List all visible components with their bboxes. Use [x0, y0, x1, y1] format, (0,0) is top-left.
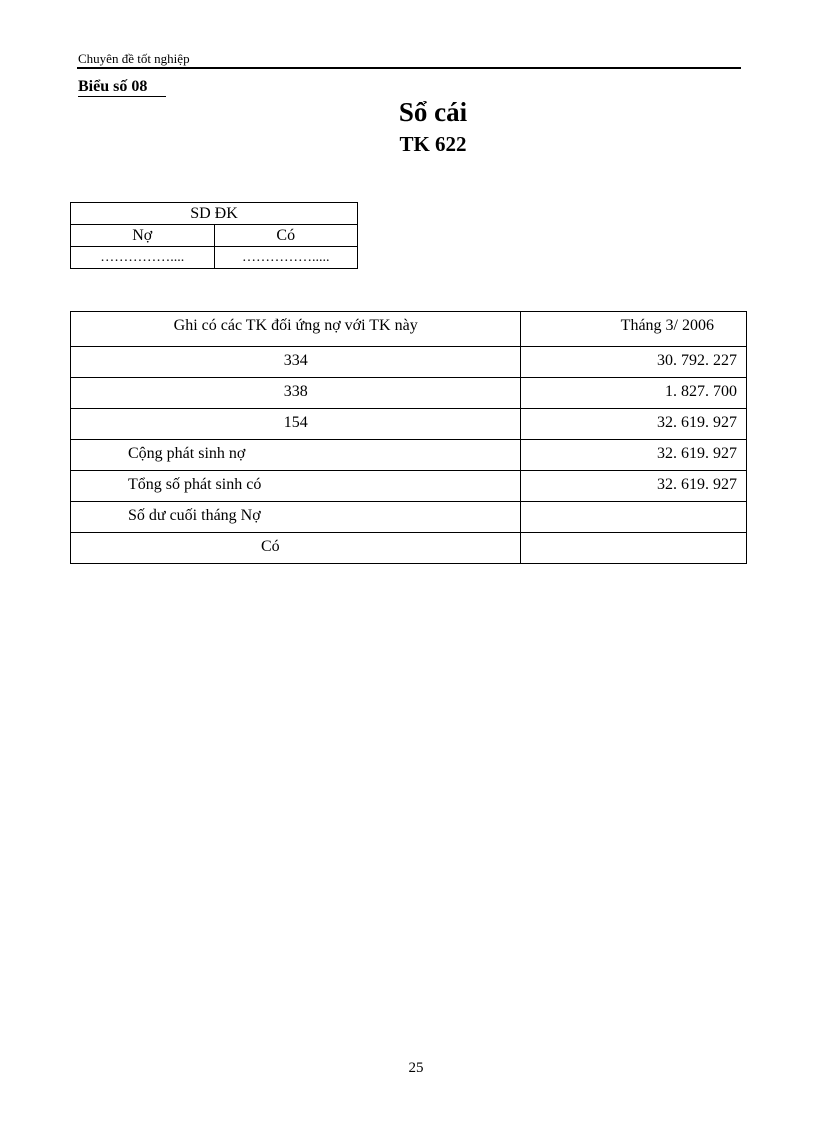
ledger-header-period: Tháng 3/ 2006	[521, 312, 747, 347]
debit-label: Nợ	[71, 225, 215, 247]
table-row	[71, 409, 747, 440]
table-row	[71, 378, 747, 409]
table-row	[71, 502, 747, 533]
page-title: Sổ cái	[398, 97, 468, 127]
page-number: 25	[408, 1060, 424, 1076]
row-account: 334	[71, 347, 521, 378]
row-amount: 32. 619. 927	[521, 409, 747, 440]
row-amount: 30. 792. 227	[521, 347, 747, 378]
row-account: 154	[71, 409, 521, 440]
opening-balance-table	[70, 202, 358, 269]
table-row	[71, 440, 747, 471]
row-amount	[521, 533, 747, 564]
ledger-header-account: Ghi có các TK đối ứng nợ với TK này	[71, 312, 521, 347]
table-row	[71, 533, 747, 564]
header-divider	[77, 67, 741, 69]
row-amount: 1. 827. 700	[521, 378, 747, 409]
row-account: 338	[71, 378, 521, 409]
row-label: Có	[71, 533, 521, 564]
form-label: Biểu số 08	[78, 78, 148, 95]
row-label: Tổng số phát sinh có	[71, 471, 521, 502]
row-label: Số dư cuối tháng Nợ	[71, 502, 521, 533]
row-label: Cộng phát sinh nợ	[71, 440, 521, 471]
document-header: Chuyên đề tốt nghiệp	[78, 51, 190, 66]
table-row	[71, 471, 747, 502]
row-amount	[521, 502, 747, 533]
debit-value: ……………....	[71, 247, 215, 269]
table-row	[71, 347, 747, 378]
ledger-table	[70, 311, 747, 564]
ledger-header-row	[71, 312, 747, 347]
account-subtitle: TK 622	[399, 132, 467, 156]
row-amount: 32. 619. 927	[521, 440, 747, 471]
credit-value: …………….....	[214, 247, 358, 269]
opening-balance-title: SD ĐK	[71, 203, 358, 225]
credit-label: Có	[214, 225, 358, 247]
row-amount: 32. 619. 927	[521, 471, 747, 502]
